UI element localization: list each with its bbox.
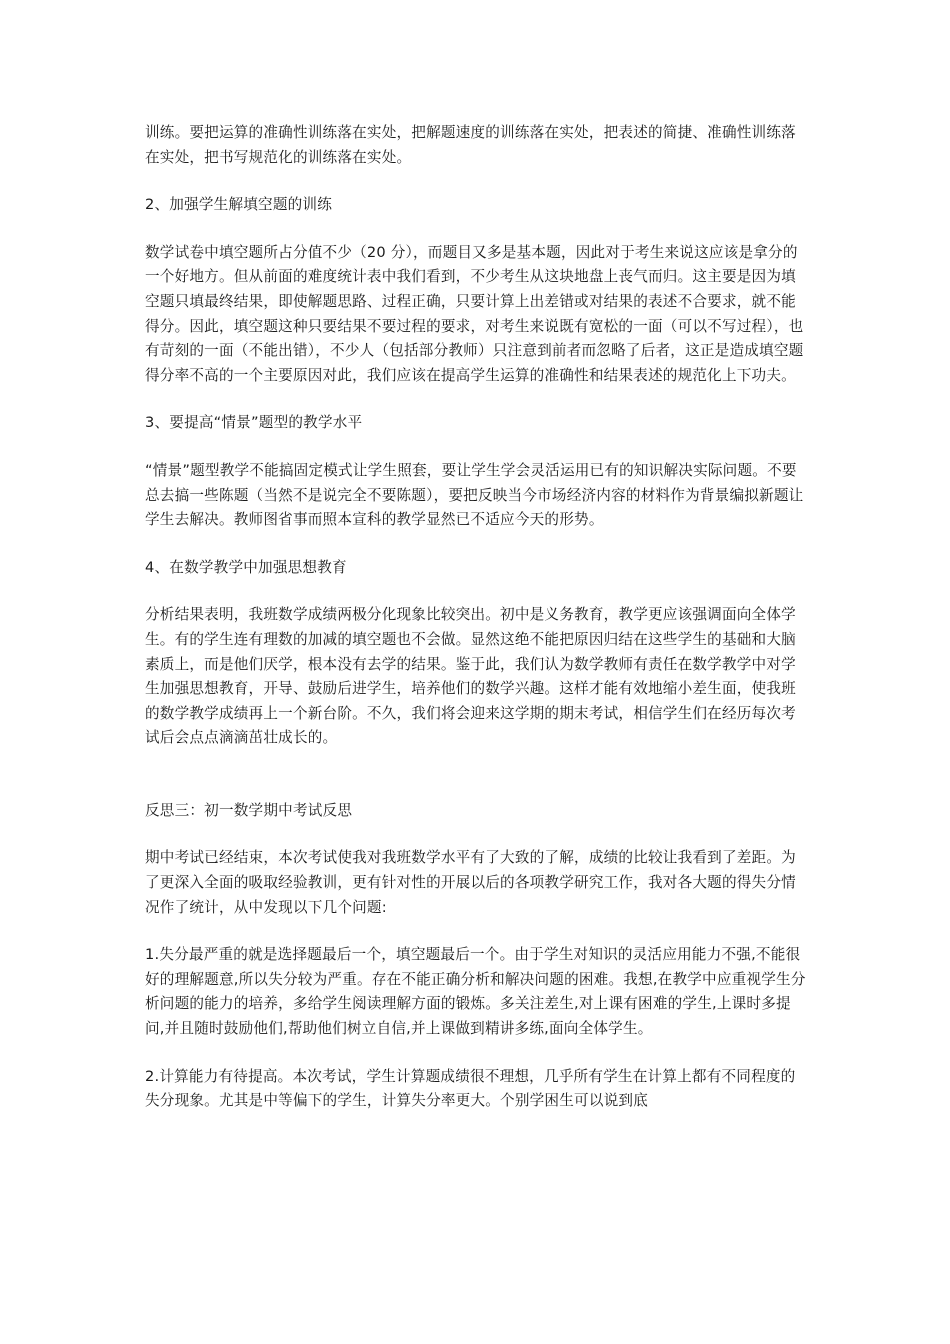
paragraph: 期中考试已经结束，本次考试使我对我班数学水平有了大致的了解，成绩的比较让我看到了差距。为了更深入全面的吸取经验教训，更有针对性的开展以后的各项教学研究工作，我对各大题的得失分情况作了统计，从中发现以下几个问题: bbox=[145, 849, 796, 916]
section-spacer bbox=[145, 774, 810, 799]
section-heading: 2、加强学生解填空题的训练 bbox=[145, 196, 333, 214]
section-heading: 3、要提高“情景”题型的教学水平 bbox=[145, 414, 363, 432]
paragraph: 1.失分最严重的就是选择题最后一个，填空题最后一个。由于学生对知识的灵活应用能力不强,不能很好的理解题意,所以失分较为严重。存在不能正确分析和解决问题的困难。我想,在教学中应重视学生分析问题的能力的培养，多给学生阅读理解方面的锻炼。多关注差生,对上课有困难的学生,上课时多提问,并且随时鼓励他们,帮助他们树立自信,并上课做到精讲多练,面向全体学生。 bbox=[145, 946, 806, 1038]
paragraph: 数学试卷中填空题所占分值不少（20 分），而题目又多是基本题，因此对于考生来说这应该是拿分的一个好地方。但从前面的难度统计表中我们看到，不少考生从这块地盘上丧气而归。这主要是因为填空题只填最终结果，即使解题思路、过程正确，只要计算上出差错或对结果的表述不合要求，就不能得分。因此，填空题这种只要结果不要过程的要求，对考生来说既有宽松的一面（可以不写过程），也有苛刻的一面（不能出错），不少人（包括部分教师）只注意到前者而忽略了后者，这正是造成填空题得分率不高的一个主要原因对此，我们应该在提高学生运算的准确性和结果表述的规范化上下功夫。 bbox=[145, 243, 804, 384]
paragraph: 分析结果表明，我班数学成绩两极分化现象比较突出。初中是义务教育，教学更应该强调面向全体学生。有的学生连有理数的加减的填空题也不会做。显然这绝不能把原因归结在这些学生的基础和大脑素质上，而是他们厌学，根本没有去学的结果。鉴于此，我们认为数学教师有责任在数学教学中对学生加强思想教育，开导、鼓励后进学生，培养他们的数学兴趣。这样才能有效地缩小差生面，使我班的数学教学成绩再上一个新台阶。不久，我们将会迎来这学期的期末考试，相信学生们在经历每次考试后会点点滴滴茁壮成长的。 bbox=[145, 606, 796, 747]
reflection-title: 反思三：初一数学期中考试反思 bbox=[145, 801, 353, 819]
document-body bbox=[145, 121, 810, 1137]
paragraph: 2.计算能力有待提高。本次考试，学生计算题成绩很不理想，几乎所有学生在计算上都有不同程度的失分现象。尤其是中等偏下的学生，计算失分率更大。个别学困生可以说到底 bbox=[145, 1067, 796, 1110]
paragraph: 训练。要把运算的准确性训练落在实处，把解题速度的训练落在实处，把表述的简捷、准确性训练落在实处，把书写规范化的训练落在实处。 bbox=[145, 124, 796, 166]
section-heading: 4、在数学教学中加强思想教育 bbox=[145, 558, 347, 576]
paragraph: “情景”题型教学不能搞固定模式让学生照套，要让学生学会灵活运用已有的知识解决实际问题。不要总去搞一些陈题（当然不是说完全不要陈题），要把反映当今市场经济内容的材料作为背景编拟新题让学生去解决。教师图省事而照本宣科的教学显然已不适应今天的形势。 bbox=[145, 461, 804, 529]
